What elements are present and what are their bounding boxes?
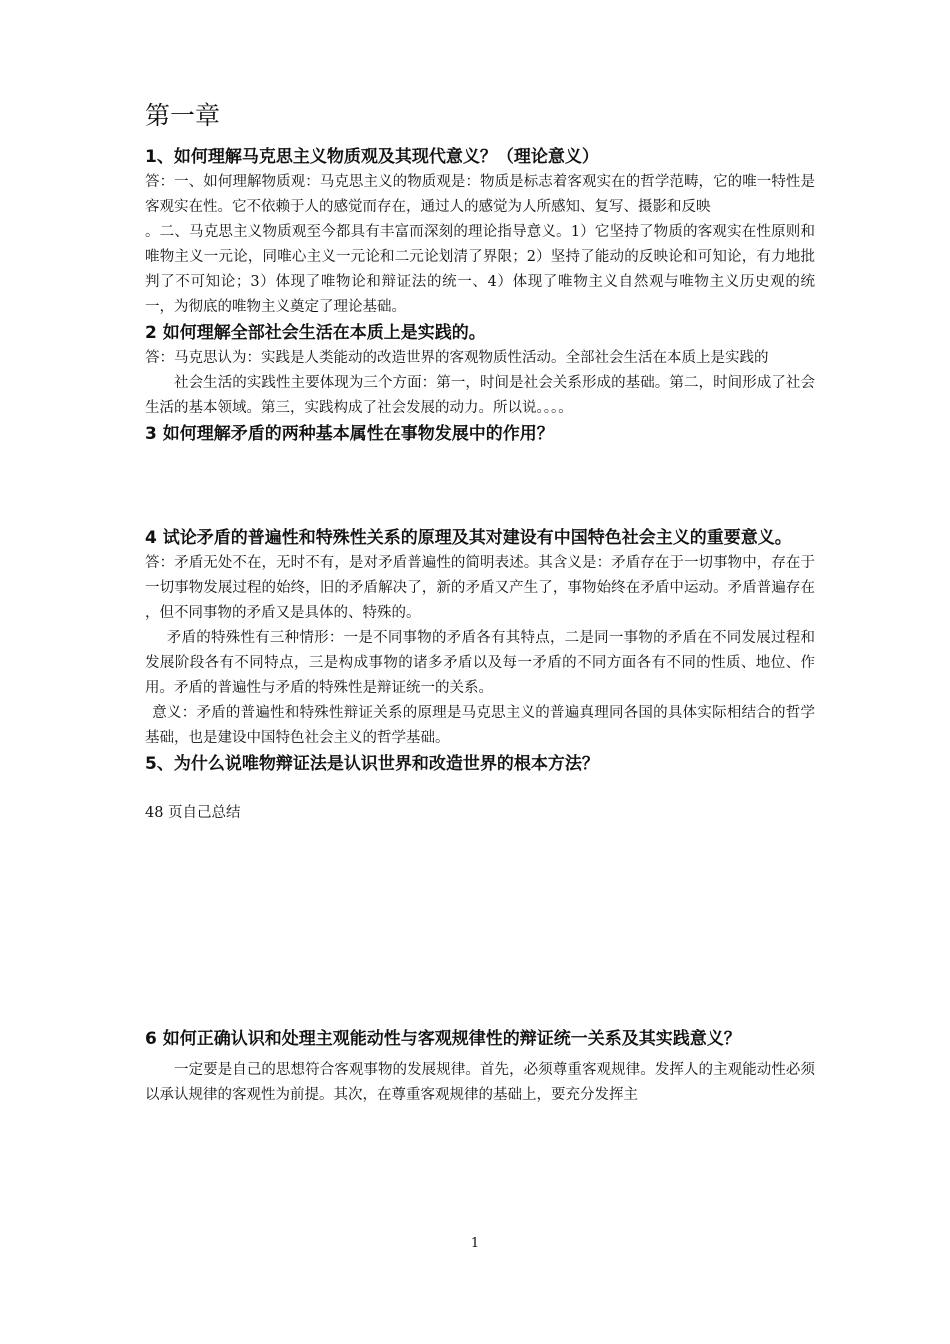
question-2-title: 2 如何理解全部社会生活在本质上是实践的。 <box>145 323 486 343</box>
question-4-title: 4 试论矛盾的普遍性和特殊性关系的原理及其对建设有中国特色社会主义的重要意义。 <box>145 528 792 548</box>
question-2-answer-paragraph: 社会生活的实践性主要体现为三个方面：第一，时间是社会关系形成的基础。第二，时间形成了社会生活的基本领域。第三，实践构成了社会发展的动力。所以说。。。。 <box>145 375 815 416</box>
question-5-title: 5、为什么说唯物辩证法是认识世界和改造世界的根本方法？ <box>145 754 599 774</box>
question-6-title: 6 如何正确认识和处理主观能动性与客观规律性的辩证统一关系及其实践意义？ <box>145 1029 741 1049</box>
page-number: 1 <box>470 1236 480 1251</box>
question-4-answer-paragraph: 矛盾的特殊性有三种情形：一是不同事物的矛盾各有其特点，二是同一事物的矛盾在不同发展过程和发展阶段各有不同特点，三是构成事物的诸多矛盾以及每一矛盾的不同方面各有不同的性质、地位、作用。矛盾的普遍性与矛盾的特殊性是辩证统一的关系。 <box>145 630 815 696</box>
question-1-answer-paragraph: 。二、马克思主义物质观至今都具有丰富而深刻的理论指导意义。1）它坚持了物质的客观实在性原则和唯物主义一元论，同唯心主义一元论和二元论划清了界限；2）坚持了能动的反映论和可知论，有力地批判了不可知论；3）体现了唯物论和辩证法的统一、4）体现了唯物主义自然观与唯物主义历史观的统一，为彻底的唯物主义奠定了理论基础。 <box>145 224 815 315</box>
chapter-title: 第一章 <box>145 101 221 130</box>
question-6-answer-paragraph: 一定要是自己的思想符合客观事物的发展规律。首先，必须尊重客观规律。发挥人的主观能动性必须以承认规律的客观性为前提。其次，在尊重客观规律的基础上，要充分发挥主 <box>145 1062 815 1103</box>
blank-space <box>145 777 815 801</box>
question-1-answer-paragraph: 答：一、如何理解物质观：马克思主义的物质观是：物质是标志着客观实在的哲学范畴，它的唯一特性是客观实在性。它不依赖于人的感觉而存在，通过人的感觉为人所感知、复写、摄影和反映 <box>145 174 815 215</box>
document-content <box>145 98 815 1108</box>
question-4-answer-paragraph: 意义：矛盾的普遍性和特殊性辩证关系的原理是马克思主义的普遍真理同各国的具体实际相结合的哲学基础，也是建设中国特色社会主义的哲学基础。 <box>145 705 815 746</box>
blank-space <box>145 826 815 1026</box>
question-4-answer-paragraph: 答：矛盾无处不在，无时不有，是对矛盾普遍性的简明表述。其含义是：矛盾存在于一切事物中，存在于一切事物发展过程的始终，旧的矛盾解决了，新的矛盾又产生了，事物始终在矛盾中运动。矛盾普遍存在 ，但不同事物的矛盾又是具体的、特殊的。 <box>145 555 815 621</box>
blank-space <box>145 447 815 525</box>
question-3-title: 3 如何理解矛盾的两种基本属性在事物发展中的作用？ <box>145 424 554 444</box>
question-5-note: 48 页自己总结 <box>145 805 241 821</box>
question-1-title: 1、如何理解马克思主义物质观及其现代意义？（理论意义） <box>145 147 599 167</box>
question-2-answer-paragraph: 答：马克思认为：实践是人类能动的改造世界的客观物质性活动。全部社会生活在本质上是实践的 <box>145 350 769 366</box>
